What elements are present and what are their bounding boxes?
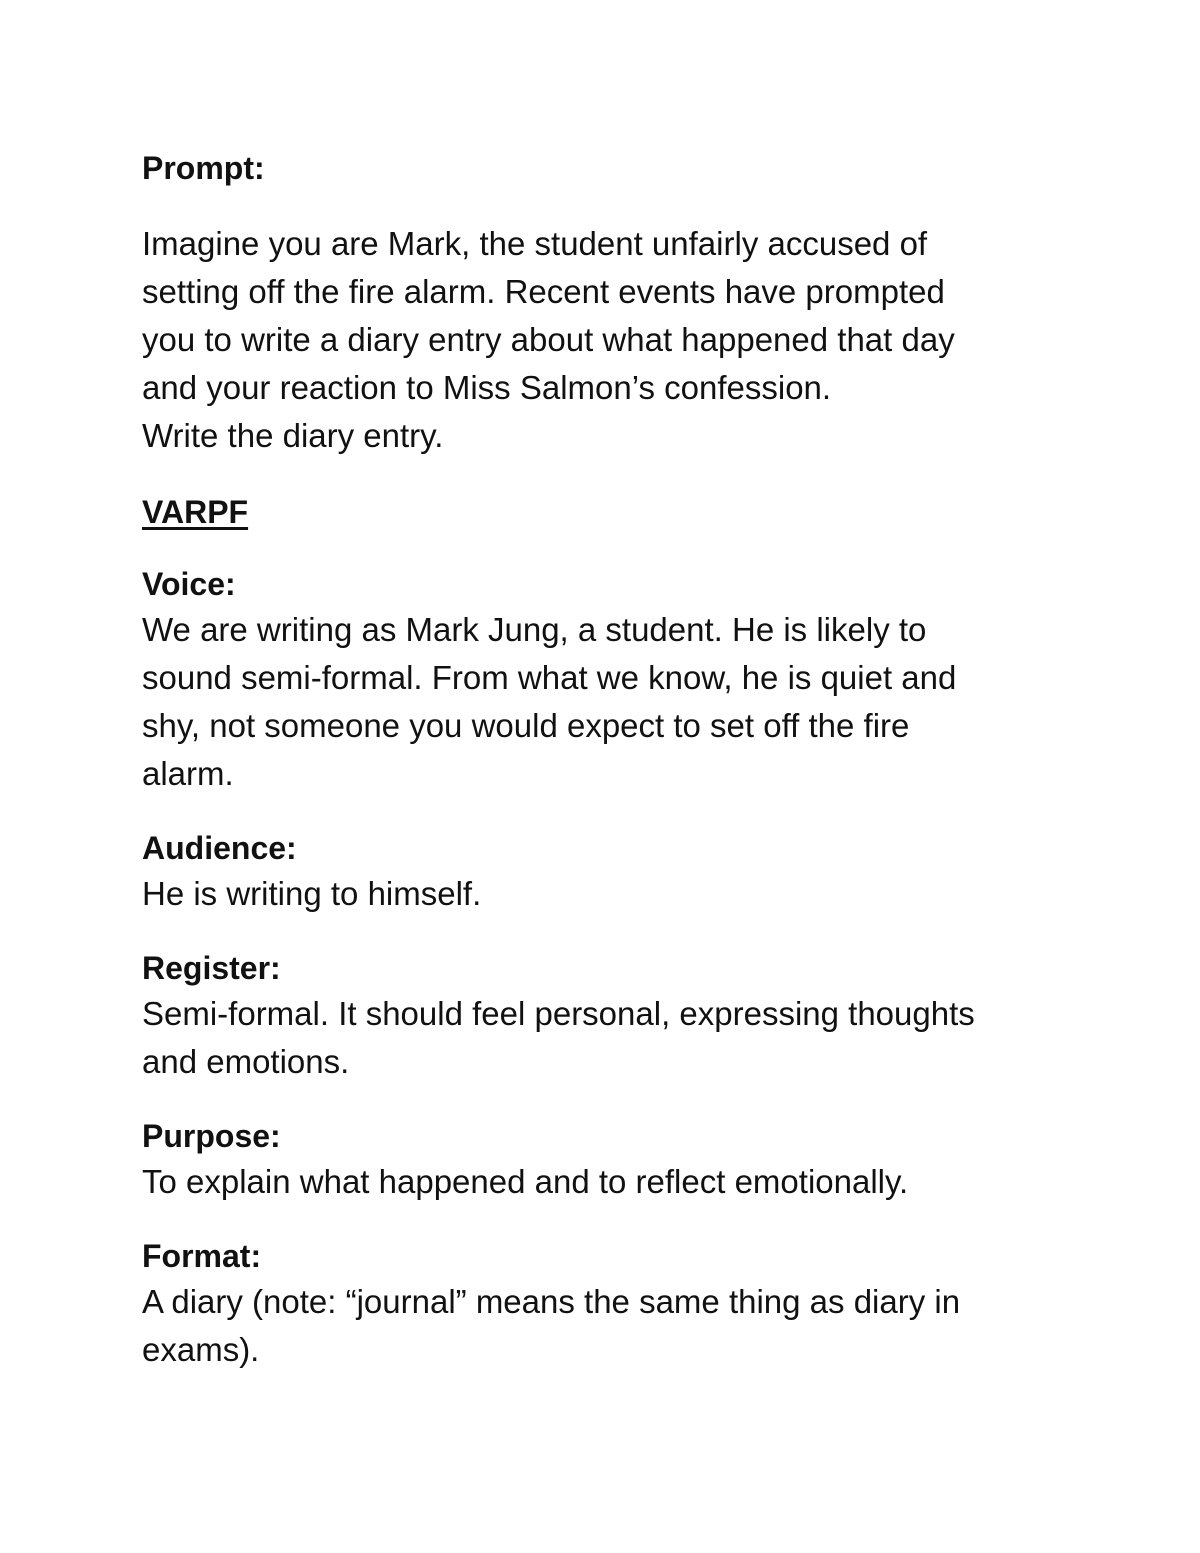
prompt-heading: Prompt: — [142, 150, 265, 186]
audience-heading: Audience: — [142, 830, 297, 866]
varpf-heading: VARPF — [142, 494, 249, 530]
format-body — [142, 1278, 1072, 1374]
register-body — [142, 990, 1072, 1086]
prompt-line: Imagine you are Mark, the student unfairly accused of — [142, 225, 928, 262]
prompt-body — [142, 220, 1072, 460]
format-heading: Format: — [142, 1238, 262, 1274]
format-line: A diary (note: “journal” means the same thing as diary in — [142, 1283, 961, 1320]
voice-line: alarm. — [142, 755, 234, 792]
prompt-line: setting off the fire alarm. Recent events have prompted — [142, 273, 945, 310]
purpose-heading: Purpose: — [142, 1118, 281, 1154]
register-line: Semi-formal. It should feel personal, expressing thoughts — [142, 995, 975, 1032]
voice-heading: Voice: — [142, 566, 236, 602]
audience-line: He is writing to himself. — [142, 875, 482, 912]
audience-body — [142, 870, 1072, 918]
format-line: exams). — [142, 1331, 260, 1368]
register-heading: Register: — [142, 950, 281, 986]
prompt-line: Write the diary entry. — [142, 417, 444, 454]
prompt-line: you to write a diary entry about what happened that day — [142, 321, 955, 358]
document-page — [142, 146, 1072, 1374]
purpose-body — [142, 1158, 1072, 1206]
prompt-line: and your reaction to Miss Salmon’s confession. — [142, 369, 832, 406]
voice-line: sound semi-formal. From what we know, he is quiet and — [142, 659, 957, 696]
voice-line: shy, not someone you would expect to set off the fire — [142, 707, 910, 744]
register-line: and emotions. — [142, 1043, 350, 1080]
purpose-line: To explain what happened and to reflect emotionally. — [142, 1163, 909, 1200]
voice-line: We are writing as Mark Jung, a student. He is likely to — [142, 611, 927, 648]
voice-body — [142, 606, 1072, 798]
